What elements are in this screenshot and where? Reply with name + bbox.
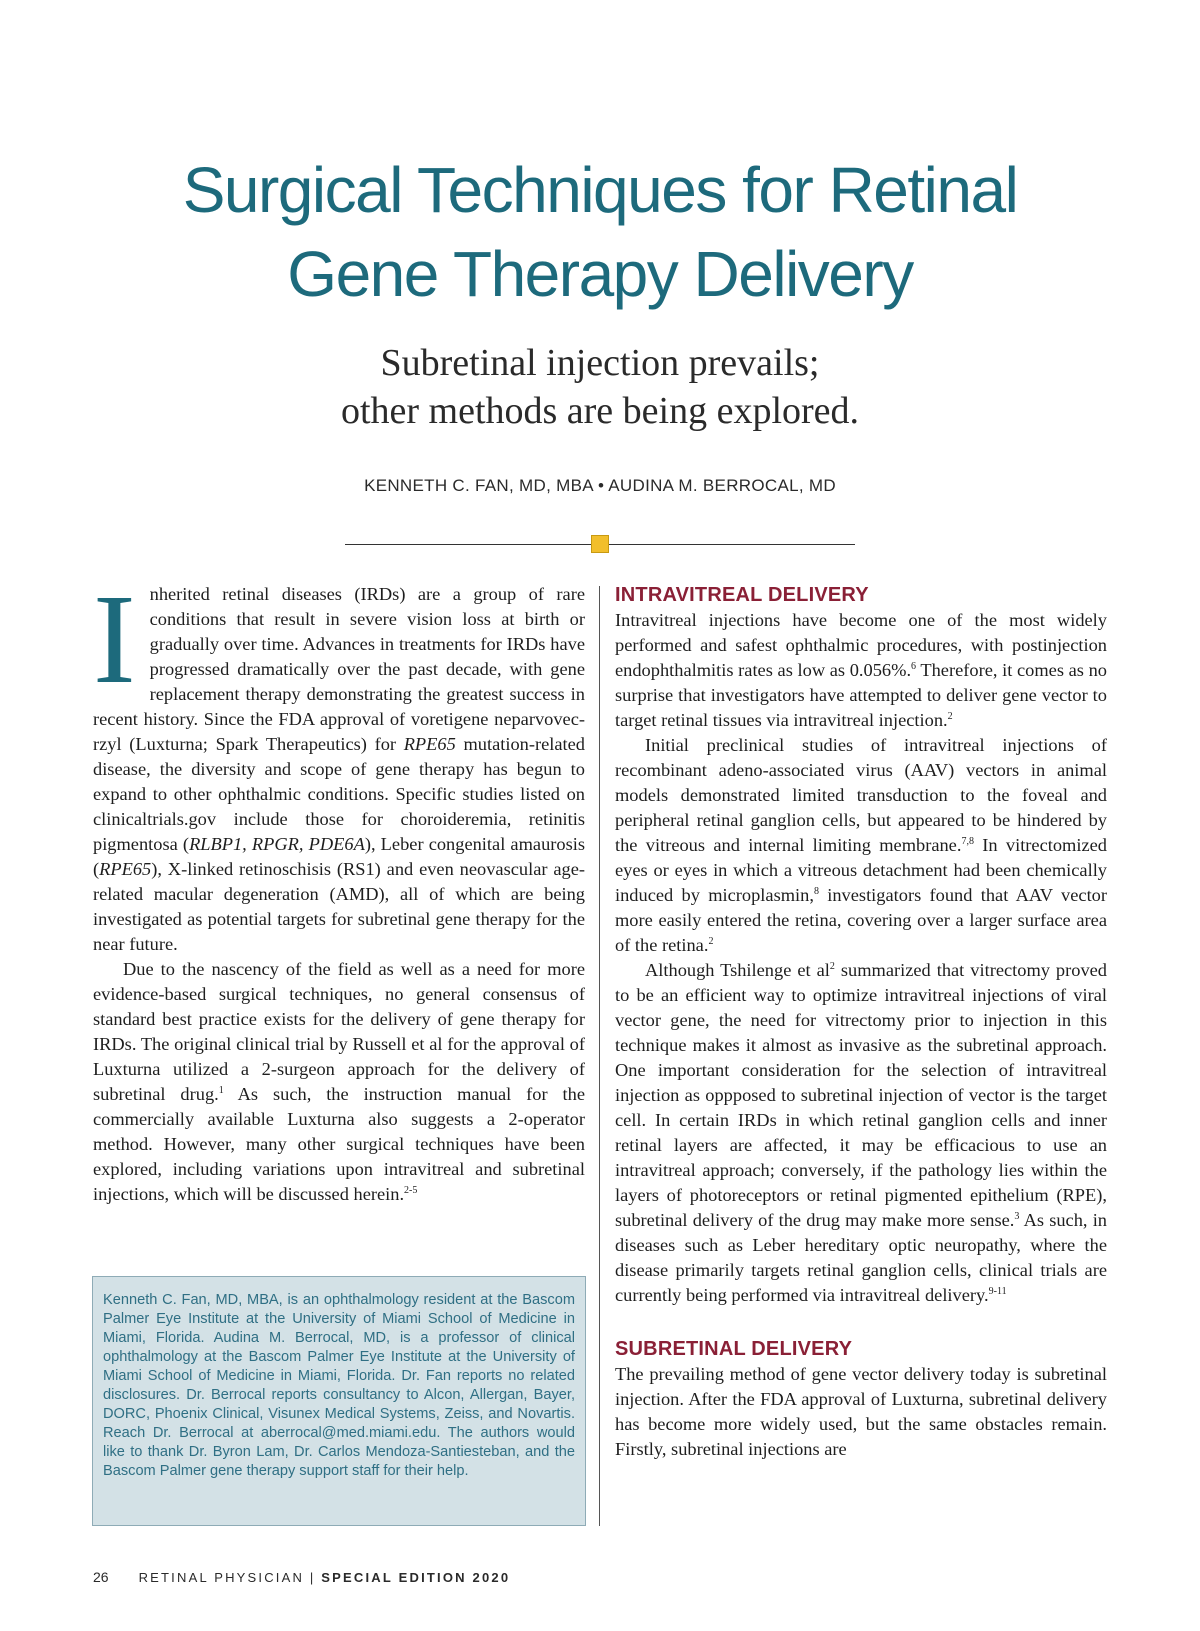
reference-superscript: 2: [708, 935, 714, 947]
body-paragraph: Intravitreal injections have become one of the most widely performed and safest ophthalmic procedures, with postinjection endophthalmitis rates as low as 0.056%.$^6$ Therefore, it comes as no surprise that investigators have attempted to deliver gene vector to target retinal tissues via intravitreal injection.$^2$: [615, 610, 1108, 730]
right-column: [615, 582, 1107, 1462]
article-title: [0, 148, 1200, 316]
intro-paragraph: Inherited retinal diseases (IRDs) are a group of rare conditions that result in severe vision loss at birth or gradually over time. Advances in treatments for IRDs have progressed dramatically over the past decade, with gene replacement therapy demonstrating the greatest success in recent history. Since the FDA approval of voretigene neparvovec-rzyl (Luxturna; Spark Therapeutics) for RPE65 mutation-related disease, the diversity and scope of gene therapy has begun to expand to other ophthalmic conditions. Specific studies listed on clinicaltrials.gov include those for choroideremia, retinitis pigmentosa (RLBP1, RPGR, PDE6A), Leber congenital amaurosis (RPE65), X-linked retinoschisis (RS1) and even neovascular age-related macular degeneration (AMD), all of which are being investigated as potential targets for subretinal gene therapy for the near future.: [93, 568, 586, 954]
author-byline: KENNETH C. FAN, MD, MBA • AUDINA M. BERROCAL, MD: [364, 476, 836, 495]
article-subtitle-line-2: other methods are being explored.: [340, 390, 860, 432]
article-title-line-2: Gene Therapy Delivery: [287, 238, 913, 310]
page-footer: [93, 1569, 510, 1585]
gene-name: RPE65: [99, 859, 152, 879]
gene-name: RLBP1, RPGR, PDE6A: [189, 834, 365, 854]
page-number: 26: [93, 1569, 109, 1585]
gene-name: RPE65: [403, 734, 456, 754]
reference-superscript: 1: [218, 1084, 224, 1096]
article-subtitle-line-1: Subretinal injection prevails;: [380, 342, 820, 384]
reference-superscript: 2: [829, 960, 835, 972]
column-rule: [599, 586, 600, 1526]
body-paragraph: Although Tshilenge et $al^2$ summarized that vitrectomy proved to be an efficient way to optimize intravitreal injections of viral vector gene, the need for vitrectomy prior to injection in this technique makes it almost as invasive as the subretinal approach. One important consideration for the selection of intravitreal injection as oppposed to subretinal injection of vector is the target cell. In certain IRDs in which retinal ganglion cells and inner retinal layers are affected, it may be efficacious to use an intravitreal approach; conversely, if the pathology lies within the layers of photoreceptors or retinal pigmented epithelium (RPE), subretinal delivery of the drug may make more sense.$^3$ As such, in diseases such as Leber hereditary optic neuropathy, where the disease primarily targets retinal ganglion cells, clinical trials are currently being performed via intravitreal delivery.$^{9-11}$: [615, 960, 1107, 1305]
body-paragraph: The prevailing method of gene vector delivery today is subretinal injection. After the FDA approval of Luxturna, subretinal delivery has become more widely used, but the same obstacles remain. Firstly, subretinal injections are: [615, 1364, 1107, 1459]
left-column: [93, 568, 586, 1207]
publication-name: RETINAL PHYSICIAN: [138, 1570, 305, 1585]
author-bio-box: Kenneth C. Fan, MD, MBA, is an ophthalmology resident at the Bascom Palmer Eye Institute at the University of Miami School of Medicine in Miami, Florida. Audina M. Berrocal, MD, is a professor of clinical ophthalmology at the Bascom Palmer Eye Institute at the University of Miami School of Medicine in Miami, Florida. Dr. Fan reports no related disclosures. Dr. Berrocal reports consultancy to Alcon, Allergan, Bayer, DORC, Phoenix Clinical, Visunex Medical Systems, Zeiss, and Novartis. Reach Dr. Berrocal at aberrocal@med.miami.edu. The authors would like to thank Dr. Byron Lam, Dr. Carlos Mendoza-Santiesteban, and the Bascom Palmer gene therapy support staff for their help.: [92, 1276, 586, 1526]
reference-superscript: 7,8: [961, 835, 974, 847]
title-divider-square: [591, 535, 609, 553]
section-heading-intravitreal: INTRAVITREAL DELIVERY: [615, 584, 869, 606]
reference-superscript: 2: [947, 710, 953, 722]
reference-superscript: 3: [1014, 1210, 1020, 1222]
reference-superscript: 6: [911, 660, 917, 672]
article-subtitle: [0, 339, 1200, 435]
drop-cap: I: [93, 568, 136, 710]
reference-superscript: 8: [813, 885, 819, 897]
section-heading-subretinal: SUBRETINAL DELIVERY: [615, 1338, 853, 1360]
body-paragraph: Due to the nascency of the field as well as a need for more evidence-based surgical techniques, no general consensus of standard best practice exists for the delivery of gene therapy for IRDs. The original clinical trial by Russell et al for the approval of Luxturna utilized a 2-surgeon approach for the delivery of subretinal drug.$^1$ As such, the instruction manual for the commercially available Luxturna also suggests a 2-operator method. However, many other surgical techniques have been explored, including variations upon intravitreal and subretinal injections, which will be discussed herein.$^{2-5}$: [93, 959, 585, 1204]
footer-separator: |: [304, 1570, 322, 1585]
reference-superscript: 2-5: [404, 1184, 418, 1196]
reference-superscript: 9-11: [988, 1285, 1007, 1297]
body-paragraph: Initial preclinical studies of intravitreal injections of recombinant adeno-associated virus (AAV) vectors in animal models demonstrated limited transduction to the foveal and peripheral retinal ganglion cells, but appeared to be hindered by the vitreous and internal limiting membrane.$^{7,8}$ In vitrectomized eyes or eyes in which a vitreous detachment had been chemically induced by microplasmin,$^8$ investigators found that AAV vector more easily entered the retina, covering over a larger surface area of the retina.$^2$: [615, 735, 1108, 955]
article-title-line-1: Surgical Techniques for Retinal: [182, 154, 1018, 226]
edition-label: SPECIAL EDITION 2020: [321, 1570, 511, 1585]
